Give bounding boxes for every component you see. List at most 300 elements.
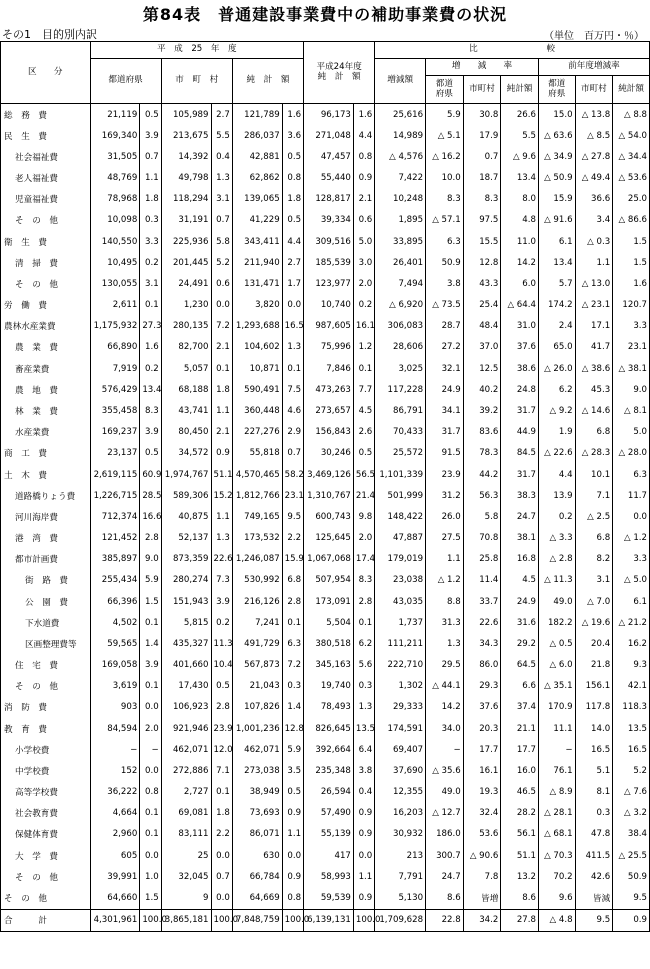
cell: 32.4 xyxy=(463,803,501,824)
cell: 1.6 xyxy=(353,104,374,126)
cell: 25,616 xyxy=(375,104,426,126)
cell: 3.9 xyxy=(211,591,232,612)
cell: 1.3 xyxy=(282,337,303,358)
cell: 30.8 xyxy=(463,104,501,126)
cell: 48.4 xyxy=(463,316,501,337)
cell: 0.0 xyxy=(353,845,374,866)
cell: 117,228 xyxy=(375,379,426,400)
row-label-text: 大 学 費 xyxy=(15,851,58,862)
cell: 1,230 xyxy=(161,295,211,316)
cell: 60.9 xyxy=(140,464,161,485)
cell: 29.2 xyxy=(501,633,539,654)
cell: 104,602 xyxy=(232,337,282,358)
cell: 31.2 xyxy=(426,485,464,506)
cell: 2.8 xyxy=(140,527,161,548)
cell: 5.2 xyxy=(211,252,232,273)
cell: 4,570,465 xyxy=(232,464,282,485)
cell: 69,407 xyxy=(375,739,426,760)
cell: 57,490 xyxy=(304,803,354,824)
cell: 600,743 xyxy=(304,506,354,527)
cell: 1,709,628 xyxy=(375,909,426,931)
row-label-text: 農林水産業費 xyxy=(4,322,56,333)
cell: 9.3 xyxy=(613,654,650,675)
cell: 4.5 xyxy=(501,570,539,591)
row-label xyxy=(1,549,91,570)
row-label-text: 衛 生 費 xyxy=(4,237,47,248)
row-label xyxy=(1,125,91,146)
cell: △ 28.0 xyxy=(613,443,650,464)
row-label xyxy=(1,104,91,126)
header-category: 区 分 xyxy=(1,42,91,104)
row-label xyxy=(1,633,91,654)
cell: 84,594 xyxy=(90,718,140,739)
cell: 10,248 xyxy=(375,189,426,210)
cell: △ 86.6 xyxy=(613,210,650,231)
cell: 6.4 xyxy=(353,739,374,760)
cell: △ 50.9 xyxy=(538,168,575,189)
cell: 6.0 xyxy=(501,273,539,294)
cell: − xyxy=(538,739,575,760)
table-row xyxy=(1,400,650,421)
cell: 84.5 xyxy=(501,443,539,464)
cell: △ 23.1 xyxy=(575,295,613,316)
cell: △ 8.9 xyxy=(538,782,575,803)
cell: 69,081 xyxy=(161,803,211,824)
cell: △ 4.8 xyxy=(538,909,575,931)
cell: 13.4 xyxy=(501,168,539,189)
cell: 56.1 xyxy=(501,824,539,845)
cell: 37.0 xyxy=(463,337,501,358)
header-rate-prefecture: 都道 府県 xyxy=(426,76,464,104)
cell: 22.6 xyxy=(463,612,501,633)
cell: 589,306 xyxy=(161,485,211,506)
cell: 7.1 xyxy=(575,485,613,506)
cell: 13.4 xyxy=(140,379,161,400)
cell: △ 34.4 xyxy=(613,146,650,167)
cell: 16.5 xyxy=(575,739,613,760)
cell: 24.9 xyxy=(426,379,464,400)
cell: 225,936 xyxy=(161,231,211,252)
cell: 6.3 xyxy=(613,464,650,485)
cell: 42,881 xyxy=(232,146,282,167)
cell: 28.2 xyxy=(501,803,539,824)
cell: 38.6 xyxy=(501,358,539,379)
cell: 7,791 xyxy=(375,866,426,887)
cell: 0.0 xyxy=(211,887,232,909)
cell: 1,246,087 xyxy=(232,549,282,570)
cell: △ 9.6 xyxy=(501,146,539,167)
cell: − xyxy=(140,739,161,760)
cell: 11.0 xyxy=(501,231,539,252)
cell: 23.9 xyxy=(426,464,464,485)
cell: 86.0 xyxy=(463,654,501,675)
cell: 5.2 xyxy=(613,760,650,781)
cell: 31.7 xyxy=(501,400,539,421)
cell: 16.5 xyxy=(282,316,303,337)
cell: 24.8 xyxy=(501,379,539,400)
cell: 44.2 xyxy=(463,464,501,485)
cell: 1.8 xyxy=(282,189,303,210)
cell: 213 xyxy=(375,845,426,866)
cell: 29.3 xyxy=(463,676,501,697)
cell: 16.8 xyxy=(501,549,539,570)
cell: △ 26.0 xyxy=(538,358,575,379)
cell: 31.0 xyxy=(501,316,539,337)
cell: 1.1 xyxy=(575,252,613,273)
cell: 3.0 xyxy=(353,252,374,273)
cell: 1.3 xyxy=(211,168,232,189)
cell: 9.5 xyxy=(575,909,613,931)
cell: △ 35.1 xyxy=(538,676,575,697)
cell: 2.1 xyxy=(211,337,232,358)
cell: 271,048 xyxy=(304,125,354,146)
cell: 11.7 xyxy=(613,485,650,506)
cell: 5.5 xyxy=(501,125,539,146)
cell: 105,989 xyxy=(161,104,211,126)
cell: 0.9 xyxy=(353,824,374,845)
cell: 17.4 xyxy=(353,549,374,570)
cell: 235,348 xyxy=(304,760,354,781)
cell: 9.6 xyxy=(538,887,575,909)
header-net-total: 純 計 額 xyxy=(232,59,303,104)
cell: 873,359 xyxy=(161,549,211,570)
cell: 8.8 xyxy=(426,591,464,612)
cell: 43,741 xyxy=(161,400,211,421)
header-year25: 平 成 25 年 度 xyxy=(90,42,304,59)
cell: 3.9 xyxy=(140,422,161,443)
cell: 5.9 xyxy=(282,739,303,760)
table-row xyxy=(1,252,650,273)
cell: 27.3 xyxy=(140,316,161,337)
cell: 7,846 xyxy=(304,358,354,379)
row-label-text: 住 宅 費 xyxy=(15,661,58,672)
row-label-text: 土 木 費 xyxy=(4,470,47,481)
cell: 1.0 xyxy=(140,866,161,887)
cell: 1.8 xyxy=(140,189,161,210)
table-row xyxy=(1,485,650,506)
cell: 13.9 xyxy=(538,485,575,506)
cell: 31.3 xyxy=(426,612,464,633)
cell: 1.3 xyxy=(353,697,374,718)
header-prev-rate-net: 純計額 xyxy=(613,76,650,104)
cell: 55,440 xyxy=(304,168,354,189)
cell: 131,471 xyxy=(232,273,282,294)
cell: 0.8 xyxy=(282,887,303,909)
row-label xyxy=(1,570,91,591)
cell: 23.9 xyxy=(211,718,232,739)
cell: 201,445 xyxy=(161,252,211,273)
cell: 31,191 xyxy=(161,210,211,231)
cell: 29,333 xyxy=(375,697,426,718)
cell: 15.9 xyxy=(282,549,303,570)
cell: 46.5 xyxy=(501,782,539,803)
cell: 13.4 xyxy=(538,252,575,273)
cell: 28.7 xyxy=(426,316,464,337)
cell: 185,539 xyxy=(304,252,354,273)
cell: 2.4 xyxy=(538,316,575,337)
cell: 5.8 xyxy=(211,231,232,252)
cell: 712,374 xyxy=(90,506,140,527)
cell: 0.7 xyxy=(282,443,303,464)
cell: 826,645 xyxy=(304,718,354,739)
cell: 80,450 xyxy=(161,422,211,443)
cell: 1,101,339 xyxy=(375,464,426,485)
cell: △ 28.1 xyxy=(538,803,575,824)
cell: 9.5 xyxy=(282,506,303,527)
cell: 19.3 xyxy=(463,782,501,803)
cell: 83,111 xyxy=(161,824,211,845)
row-label xyxy=(1,210,91,231)
cell: 5.9 xyxy=(140,570,161,591)
cell: 0.9 xyxy=(613,909,650,931)
table-row xyxy=(1,295,650,316)
cell: 39.2 xyxy=(463,400,501,421)
cell: △ 57.1 xyxy=(426,210,464,231)
cell: 4,664 xyxy=(90,803,140,824)
cell: 507,954 xyxy=(304,570,354,591)
cell: 37,690 xyxy=(375,760,426,781)
cell: 0.0 xyxy=(211,295,232,316)
header-prev-increase-rate: 前年度増減率 xyxy=(538,59,649,76)
cell: 42.1 xyxy=(613,676,650,697)
table-row xyxy=(1,612,650,633)
table-header xyxy=(1,42,650,104)
cell: 15.2 xyxy=(211,485,232,506)
cell: 16.5 xyxy=(613,739,650,760)
table-row xyxy=(1,697,650,718)
cell: 55,818 xyxy=(232,443,282,464)
cell: 43,035 xyxy=(375,591,426,612)
cell: 148,422 xyxy=(375,506,426,527)
row-label xyxy=(1,612,91,633)
cell: 1.1 xyxy=(211,400,232,421)
cell: 0.1 xyxy=(140,295,161,316)
row-label xyxy=(1,400,91,421)
cell: 8.3 xyxy=(140,400,161,421)
cell: 0.6 xyxy=(353,210,374,231)
cell: 8.3 xyxy=(463,189,501,210)
cell: 169,058 xyxy=(90,654,140,675)
cell: △ 6,920 xyxy=(375,295,426,316)
cell: 385,897 xyxy=(90,549,140,570)
cell: 0.0 xyxy=(613,506,650,527)
cell: 9.0 xyxy=(613,379,650,400)
cell: △ 9.2 xyxy=(538,400,575,421)
cell: 0.3 xyxy=(282,676,303,697)
cell: 0.3 xyxy=(140,210,161,231)
cell: 4.5 xyxy=(353,400,374,421)
cell: 25.0 xyxy=(613,189,650,210)
cell: 2,960 xyxy=(90,824,140,845)
cell: 0.2 xyxy=(140,358,161,379)
cell: 40,875 xyxy=(161,506,211,527)
row-label xyxy=(1,676,91,697)
cell: 25,572 xyxy=(375,443,426,464)
cell: 117.8 xyxy=(575,697,613,718)
cell: 17.7 xyxy=(463,739,501,760)
table-row xyxy=(1,654,650,675)
table-row xyxy=(1,506,650,527)
cell: 31.7 xyxy=(501,464,539,485)
table-row xyxy=(1,760,650,781)
cell: 0.5 xyxy=(282,210,303,231)
cell: △ 2.8 xyxy=(538,549,575,570)
cell: 59,565 xyxy=(90,633,140,654)
cell: △ 73.5 xyxy=(426,295,464,316)
cell: 21,043 xyxy=(232,676,282,697)
cell: 5.0 xyxy=(353,231,374,252)
page-title: 第84表 普通建設事業費中の補助事業費の状況 xyxy=(142,5,508,24)
cell: 50.9 xyxy=(426,252,464,273)
row-label-text: 畜産業費 xyxy=(15,364,50,375)
cell: 70,433 xyxy=(375,422,426,443)
cell: 0.7 xyxy=(463,146,501,167)
cell: 0.2 xyxy=(353,295,374,316)
cell: 23,038 xyxy=(375,570,426,591)
cell: 66,784 xyxy=(232,866,282,887)
cell: 125,645 xyxy=(304,527,354,548)
cell: △ 12.7 xyxy=(426,803,464,824)
cell: △ 38.6 xyxy=(575,358,613,379)
table-row xyxy=(1,189,650,210)
cell: 38.4 xyxy=(613,824,650,845)
cell: 12.8 xyxy=(463,252,501,273)
cell: 1.5 xyxy=(140,887,161,909)
cell: 2.8 xyxy=(353,591,374,612)
row-label xyxy=(1,739,91,760)
cell: △ 21.2 xyxy=(613,612,650,633)
row-label-text: 消 防 費 xyxy=(4,703,47,714)
row-label-text: 清 掃 費 xyxy=(15,258,58,269)
cell: 36.6 xyxy=(575,189,613,210)
cell: 38.1 xyxy=(501,527,539,548)
cell: 0.5 xyxy=(282,782,303,803)
row-label-text: 商 工 費 xyxy=(4,449,47,460)
row-label-text: 社会教育費 xyxy=(15,809,58,820)
row-label-text: 老人福祉費 xyxy=(15,174,58,185)
cell: 2.2 xyxy=(282,527,303,548)
table-total-row xyxy=(1,909,650,931)
cell: 25.4 xyxy=(463,295,501,316)
cell: 1.1 xyxy=(140,168,161,189)
cell: 0.1 xyxy=(353,358,374,379)
cell: 106,923 xyxy=(161,697,211,718)
cell: 2.8 xyxy=(211,697,232,718)
row-label-text: 河川海岸費 xyxy=(15,512,58,523)
cell: 0.1 xyxy=(140,676,161,697)
cell: 0.4 xyxy=(211,146,232,167)
table-row xyxy=(1,824,650,845)
cell: 0.0 xyxy=(282,845,303,866)
cell: 2.8 xyxy=(282,591,303,612)
cell: 1,310,767 xyxy=(304,485,354,506)
cell: △ 53.6 xyxy=(613,168,650,189)
cell: 1.8 xyxy=(211,379,232,400)
cell: 1.4 xyxy=(282,697,303,718)
cell: 37.4 xyxy=(501,697,539,718)
cell: △ 64.4 xyxy=(501,295,539,316)
cell: 22.6 xyxy=(211,549,232,570)
cell: 20.3 xyxy=(463,718,501,739)
row-label-text: 教 育 費 xyxy=(4,724,47,735)
cell: △ 44.1 xyxy=(426,676,464,697)
cell: 73,693 xyxy=(232,803,282,824)
cell: 47,887 xyxy=(375,527,426,548)
cell: 605 xyxy=(90,845,140,866)
cell: △ 91.6 xyxy=(538,210,575,231)
cell: 3.9 xyxy=(140,125,161,146)
cell: △ 3.3 xyxy=(538,527,575,548)
table-row xyxy=(1,379,650,400)
cell: 0.5 xyxy=(282,146,303,167)
cell: 66,396 xyxy=(90,591,140,612)
cell: 41,229 xyxy=(232,210,282,231)
cell: △ 0.5 xyxy=(538,633,575,654)
cell: 39,991 xyxy=(90,866,140,887)
cell: 37.6 xyxy=(501,337,539,358)
cell: 78,493 xyxy=(304,697,354,718)
cell: 139,065 xyxy=(232,189,282,210)
cell: 0.2 xyxy=(211,612,232,633)
cell: 0.5 xyxy=(140,104,161,126)
row-label xyxy=(1,189,91,210)
cell: 10,495 xyxy=(90,252,140,273)
table-row xyxy=(1,464,650,485)
cell: 0.8 xyxy=(140,782,161,803)
cell: 6.8 xyxy=(575,422,613,443)
cell: 0.7 xyxy=(211,210,232,231)
cell: 4.4 xyxy=(538,464,575,485)
cell: 17.9 xyxy=(463,125,501,146)
cell: 6.1 xyxy=(538,231,575,252)
cell: 156.1 xyxy=(575,676,613,697)
cell: 5.6 xyxy=(353,654,374,675)
cell: 0.9 xyxy=(353,887,374,909)
cell: 4.8 xyxy=(501,210,539,231)
cell: 6.3 xyxy=(282,633,303,654)
cell: 0.8 xyxy=(353,146,374,167)
cell: 82,700 xyxy=(161,337,211,358)
table-row xyxy=(1,803,650,824)
cell: 1.4 xyxy=(140,633,161,654)
table-row xyxy=(1,337,650,358)
cell: 501,999 xyxy=(375,485,426,506)
cell: 2.2 xyxy=(211,824,232,845)
cell: 76.1 xyxy=(538,760,575,781)
cell: 2.6 xyxy=(353,422,374,443)
cell: 7,241 xyxy=(232,612,282,633)
cell: 7.5 xyxy=(282,379,303,400)
cell: △ 3.2 xyxy=(613,803,650,824)
cell: 83.6 xyxy=(463,422,501,443)
cell: 16.1 xyxy=(353,316,374,337)
row-label xyxy=(1,443,91,464)
cell: 12.5 xyxy=(463,358,501,379)
row-label xyxy=(1,803,91,824)
cell: 7,422 xyxy=(375,168,426,189)
cell: 3.1 xyxy=(211,189,232,210)
cell: 1.1 xyxy=(426,549,464,570)
cell: 21.1 xyxy=(501,718,539,739)
cell: 34.3 xyxy=(463,633,501,654)
cell: 8.6 xyxy=(426,887,464,909)
cell: 0.1 xyxy=(140,803,161,824)
cell: 3,469,126 xyxy=(304,464,354,485)
table-row xyxy=(1,591,650,612)
cell: 8.3 xyxy=(353,570,374,591)
cell: 86,071 xyxy=(232,824,282,845)
row-label-text: 道路橋りょう費 xyxy=(15,491,76,502)
